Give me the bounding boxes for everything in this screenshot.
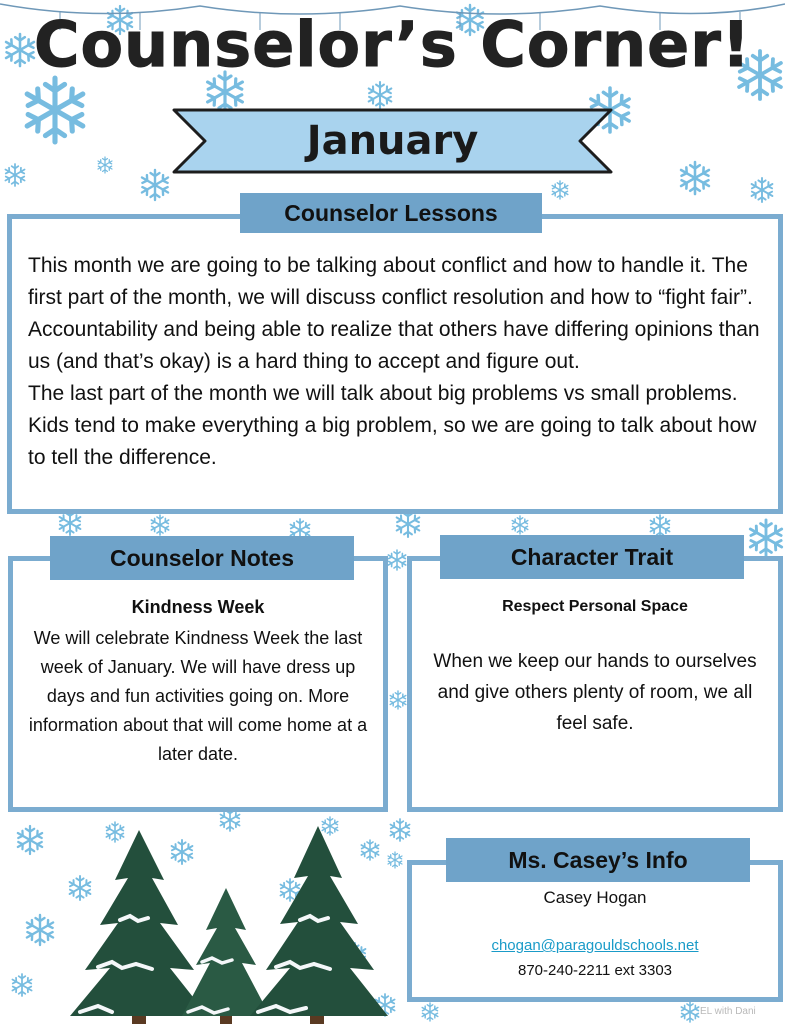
phone-number: 870-240-2211 ext 3303 bbox=[517, 962, 672, 979]
snowflake-icon bbox=[388, 550, 405, 570]
notes-header: Counselor Notes bbox=[50, 536, 354, 580]
snowflake-icon bbox=[5, 164, 24, 186]
pine-trees bbox=[60, 820, 400, 1024]
snowflake-icon bbox=[18, 826, 42, 854]
month-banner: January bbox=[306, 118, 479, 164]
snowflake-icon bbox=[60, 511, 81, 535]
pine-tree-icon bbox=[70, 830, 208, 1024]
watermark: EL with Dani bbox=[700, 1006, 756, 1017]
counselor-name: Casey Hogan bbox=[543, 888, 647, 907]
snowflake-icon bbox=[151, 515, 168, 535]
snowflake-icon bbox=[752, 178, 773, 202]
page-title: Counselor’s Corner! bbox=[33, 8, 752, 81]
notes-text: We will celebrate Kindness Week the last week of January. We will have dress up days and fun activities going on. More information about that will come home at a later date. bbox=[28, 628, 368, 764]
notes-title: Kindness Week bbox=[131, 597, 265, 617]
snowflake-icon bbox=[512, 516, 528, 534]
snowflake-icon bbox=[681, 1002, 698, 1022]
snowflake-icon bbox=[552, 181, 568, 199]
snowflake-icon bbox=[142, 170, 168, 200]
trait-text: When we keep our hands to ourselves and give others plenty of room, we all feel safe. bbox=[433, 651, 757, 734]
lessons-paragraph-1: This month we are going to be talking about conflict and how to handle it. The first part of the month, we will discuss conflict resolution and how to “fight fair”. Accountability and being able to realize that others have differing opinions than us (and that’s okay) is a hard thing to accept and figure out. bbox=[28, 254, 760, 373]
pine-tree-icon bbox=[250, 826, 388, 1024]
lessons-text bbox=[28, 250, 768, 474]
snowflake-icon bbox=[98, 157, 112, 173]
info-header: Ms. Casey’s Info bbox=[446, 838, 750, 882]
email-link[interactable]: chogan@paragouldschools.net bbox=[491, 937, 699, 954]
trait-header: Character Trait bbox=[440, 535, 744, 579]
snowflake-icon bbox=[27, 78, 83, 142]
snowflake-icon bbox=[12, 974, 31, 996]
snowflake-icon bbox=[650, 515, 669, 537]
lessons-header: Counselor Lessons bbox=[240, 193, 542, 233]
snowflake-icon bbox=[681, 162, 709, 194]
snowflake-icon bbox=[397, 511, 420, 537]
snowflake-icon bbox=[422, 1003, 438, 1021]
trait-title: Respect Personal Space bbox=[502, 598, 688, 615]
snowflake-icon bbox=[27, 915, 53, 945]
snowflake-icon bbox=[390, 691, 406, 709]
snowflake-icon bbox=[750, 520, 781, 556]
lessons-paragraph-2: The last part of the month we will talk about big problems vs small problems. Kids tend to make everything a big problem, so we are going to talk about how to tell the difference. bbox=[28, 382, 757, 469]
pine-tree-icon bbox=[182, 888, 270, 1024]
snowflake-icon bbox=[369, 82, 392, 108]
